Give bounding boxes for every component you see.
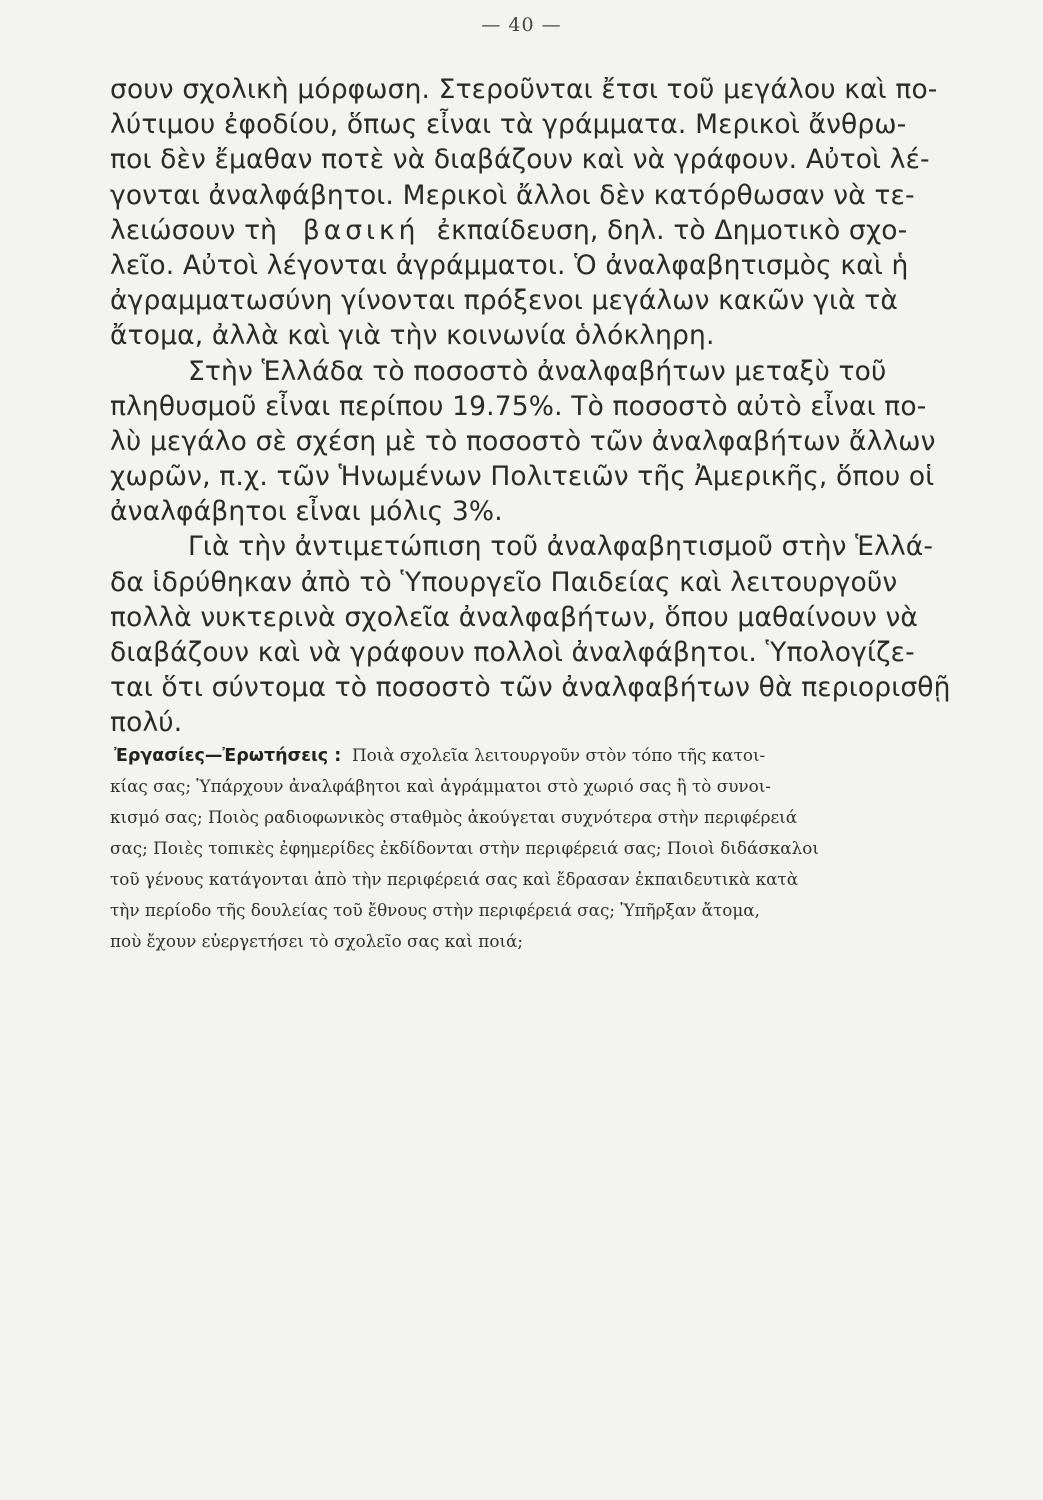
emphasized-word: βασική xyxy=(302,214,420,246)
text-line: λεῖο. Αὐτοὶ λέγονται ἀγράμματοι. Ὁ ἀναλφαβητισμὸς καὶ ἡ xyxy=(110,249,909,281)
text-line: γονται ἀναλφάβητοι. Μερικοὶ ἄλλοι δὲν κατόρθωσαν νὰ τε- xyxy=(110,179,915,211)
exercise-line xyxy=(110,740,1022,771)
exercise-line: κισμό σας; Ποιὸς ραδιοφωνικὸς σταθμὸς ἀκούγεται συχνότερα στὴν περιφέρειά xyxy=(110,807,798,827)
page-number: — 40 — xyxy=(481,14,562,36)
text-line: λὺ μεγάλο σὲ σχέση μὲ τὸ ποσοστὸ τῶν ἀναλφαβήτων ἄλλων xyxy=(110,425,936,457)
text-line: ται ὅτι σύντομα τὸ ποσοστὸ τῶν ἀναλφαβήτων θὰ περιορισθῇ xyxy=(110,672,951,704)
text-line: πληθυσμοῦ εἶναι περίπου 19.75%. Τὸ ποσοστὸ αὐτὸ εἶναι πο- xyxy=(110,390,927,422)
text-line xyxy=(110,213,1022,248)
text-line: ἄτομα, ἀλλὰ καὶ γιὰ τὴν κοινωνία ὁλόκληρη. xyxy=(110,320,715,352)
exercise-line: τὴν περίοδο τῆς δουλείας τοῦ ἔθνους στὴν περιφέρειά σας; Ὑπῆρξαν ἄτομα, xyxy=(110,900,760,920)
text-line: διαβάζουν καὶ νὰ γράφουν πολλοὶ ἀναλφάβητοι. Ὑπολογίζε- xyxy=(110,637,915,668)
exercise-text: Ποιὰ σχολεῖα λειτουργοῦν στὸν τόπο τῆς κατοι- xyxy=(351,745,766,765)
exercises-section xyxy=(110,740,1022,957)
text-fragment: ἐκπαίδευση, δηλ. τὸ Δημοτικὸ σχο- xyxy=(436,214,908,246)
text-line: πολύ. xyxy=(110,707,183,739)
text-line: ἀγραμματωσύνη γίνονται πρόξενοι μεγάλων κακῶν γιὰ τὰ xyxy=(110,285,899,317)
exercise-line: σας; Ποιὲς τοπικὲς ἐφημερίδες ἐκδίδονται στὴν περιφέρειά σας; Ποιοὶ διδάσκαλοι xyxy=(110,838,819,858)
paragraph-start-line: Γιὰ τὴν ἀντιμετώπιση τοῦ ἀναλφαβητισμοῦ στὴν Ἑλλά- xyxy=(188,531,934,563)
exercises-heading: Ἐργασίες—Ἐρωτήσεις : xyxy=(114,746,342,766)
text-line: ποι δὲν ἔμαθαν ποτὲ νὰ διαβάζουν καὶ νὰ γράφουν. Αὐτοὶ λέ- xyxy=(110,144,930,176)
text-line: δα ἱδρύθηκαν ἀπὸ τὸ Ὑπουργεῖο Παιδείας καὶ λειτουργοῦν xyxy=(110,566,898,598)
exercise-line: τοῦ γένους κατάγονται ἀπὸ τὴν περιφέρειά σας καὶ ἔδρασαν ἐκπαιδευτικὰ κατὰ xyxy=(110,869,799,889)
text-fragment: λειώσουν τὴ xyxy=(110,214,278,246)
paragraph-start-line: Στὴν Ἑλλάδα τὸ ποσοστὸ ἀναλφαβήτων μεταξὺ τοῦ xyxy=(188,355,887,387)
exercise-line: κίας σας; Ὑπάρχουν ἀναλφάβητοι καὶ ἀγράμματοι στὸ χωριό σας ἢ τὸ συνοι- xyxy=(110,776,771,796)
text-line: σουν σχολικὴ μόρφωση. Στεροῦνται ἔτσι τοῦ μεγάλου καὶ πο- xyxy=(110,74,938,105)
text-line: ἀναλφάβητοι εἶναι μόλις 3%. xyxy=(110,496,503,528)
text-line: λύτιμου ἐφοδίου, ὅπως εἶναι τὰ γράμματα. Μερικοὶ ἄνθρω- xyxy=(110,109,907,141)
text-line: χωρῶν, π.χ. τῶν Ἡνωμένων Πολιτειῶν τῆς Ἀμερικῆς, ὅπου οἱ xyxy=(110,461,935,493)
exercise-line: ποὺ ἔχουν εὐεργετήσει τὸ σχολεῖο σας καὶ ποιά; xyxy=(110,931,524,951)
text-line: πολλὰ νυκτερινὰ σχολεῖα ἀναλφαβήτων, ὅπου μαθαίνουν νὰ xyxy=(110,601,919,633)
main-text xyxy=(110,72,1022,741)
